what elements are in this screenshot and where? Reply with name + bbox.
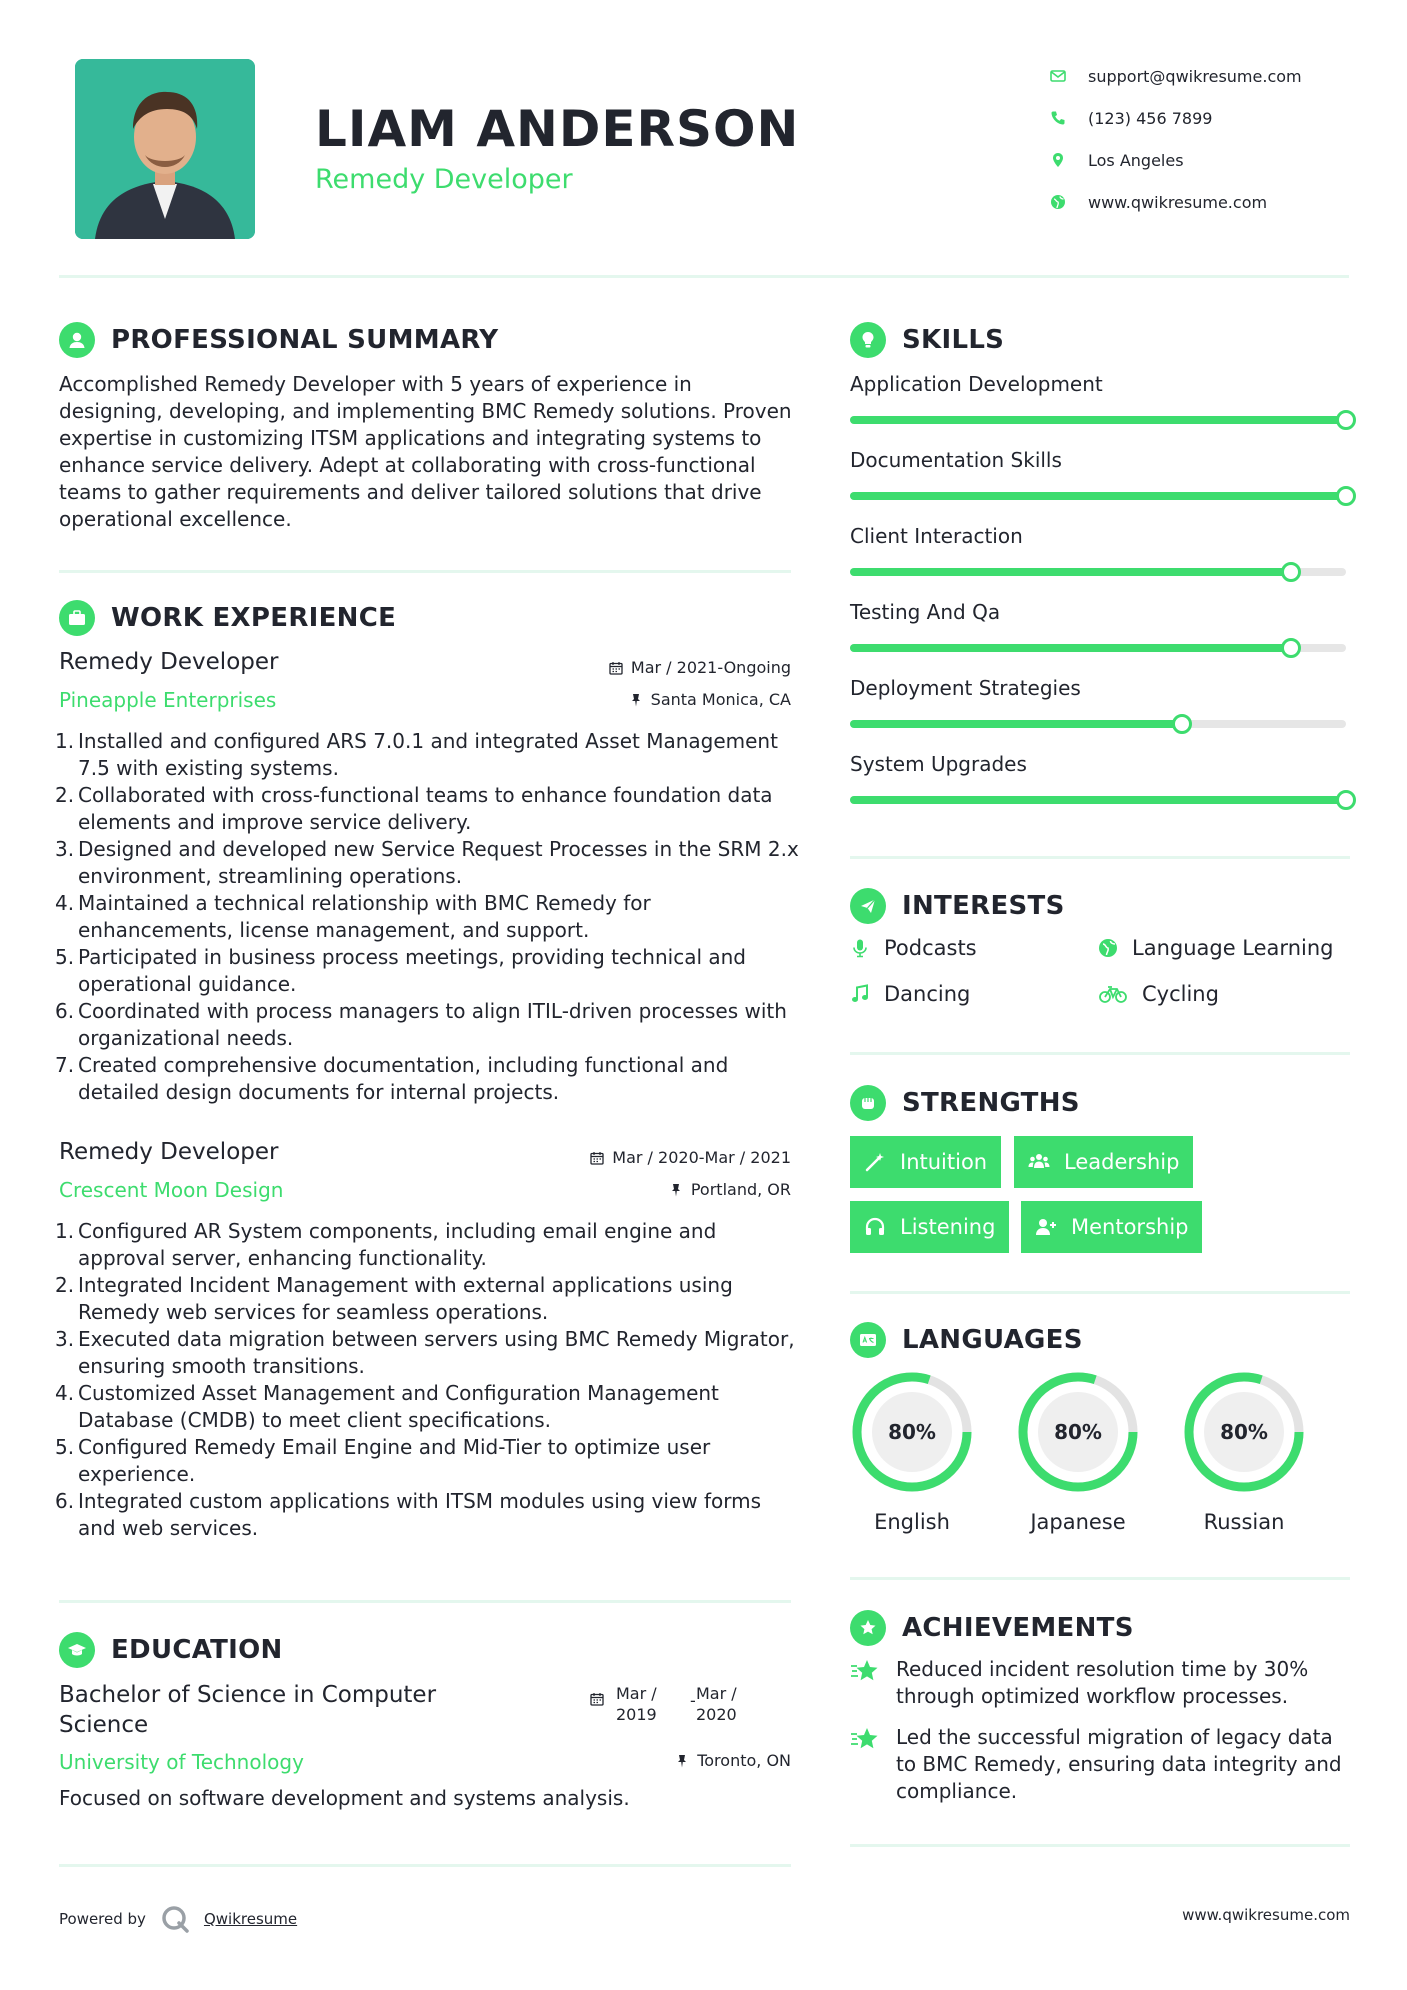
experience-title: WORK EXPERIENCE — [111, 603, 397, 633]
job-location-text: Santa Monica, CA — [650, 690, 791, 709]
list-item: 5. Participated in business process meetings, providing technical and operational guidance. — [55, 945, 746, 996]
summary-title: PROFESSIONAL SUMMARY — [111, 325, 499, 355]
skill-bar-knob — [1172, 714, 1192, 734]
job-company: Pineapple Enterprises — [59, 688, 277, 712]
calendar-icon — [609, 661, 623, 675]
skill-bar-knob — [1336, 790, 1356, 810]
language-item — [850, 1370, 974, 1534]
lightbulb-icon — [850, 322, 886, 358]
user-plus-icon — [1035, 1216, 1057, 1238]
location-text: Los Angeles — [1088, 150, 1184, 170]
email-text: support@qwikresume.com — [1088, 66, 1302, 86]
language-item — [1182, 1370, 1306, 1534]
education-date — [590, 1683, 800, 1729]
list-item: 3. Designed and developed new Service Request Processes in the SRM 2.x environment, streamlining operations. — [55, 837, 799, 888]
skill-item — [850, 752, 1350, 812]
skill-name: System Upgrades — [850, 752, 1027, 776]
user-icon — [59, 322, 95, 358]
strength-label: Leadership — [1064, 1150, 1180, 1174]
candidate-role: Remedy Developer — [315, 164, 573, 195]
education-divider — [59, 1864, 791, 1867]
interests-heading — [850, 888, 1065, 924]
degree-title: Bachelor of Science in Computer Science — [59, 1682, 437, 1738]
strengths-heading — [850, 1085, 1080, 1121]
skill-name: Client Interaction — [850, 524, 1023, 548]
language-ring — [850, 1370, 974, 1494]
list-item: 2. Integrated Incident Management with external applications using Remedy web services for seamless operations. — [55, 1273, 733, 1324]
contact-website[interactable] — [1050, 181, 1370, 223]
skill-bar-fill — [850, 416, 1346, 424]
strength-chip — [1021, 1201, 1202, 1253]
achievements-heading — [850, 1610, 1134, 1646]
interest-item — [1098, 982, 1219, 1006]
skill-bar-knob — [1336, 410, 1356, 430]
skill-bar-fill — [850, 796, 1346, 804]
job-date-text: Mar / 2021-Ongoing — [630, 658, 791, 677]
map-pin-icon — [1050, 152, 1088, 168]
summary-divider — [59, 570, 791, 573]
skill-name: Application Development — [850, 372, 1103, 396]
languages-title: LANGUAGES — [902, 1325, 1083, 1355]
job-date — [500, 658, 791, 677]
skill-item — [850, 448, 1350, 508]
language-percent: 80% — [888, 1420, 936, 1444]
summary-text: Accomplished Remedy Developer with 5 years of experience in designing, developing, and implementing BMC Remedy solutions. Proven expertise in customizing ITSM applications and integrating systems to enhance service delivery. Adept at collaborating with cross-functional teams to gather requirements and deliver tailored solutions that drive operational excellence. — [59, 372, 792, 531]
microphone-icon — [850, 938, 870, 958]
list-item: 7. Created comprehensive documentation, including functional and detailed design documents for internal projects. — [55, 1053, 729, 1104]
achievements-title: ACHIEVEMENTS — [902, 1613, 1134, 1643]
skill-bar-knob — [1336, 486, 1356, 506]
achievement-item — [850, 1656, 1350, 1710]
skill-bar — [850, 796, 1346, 804]
interest-label: Dancing — [884, 982, 971, 1006]
language-ring — [1016, 1370, 1140, 1494]
achievement-item — [850, 1724, 1350, 1805]
skills-divider — [850, 856, 1350, 859]
star-icon — [850, 1726, 880, 1754]
skill-item — [850, 600, 1350, 660]
fist-icon — [850, 1085, 886, 1121]
profile-photo — [75, 59, 255, 239]
avatar — [75, 59, 255, 239]
skill-name: Documentation Skills — [850, 448, 1062, 472]
list-item: 6. Coordinated with process managers to align ITIL-driven processes with organizational needs. — [55, 999, 787, 1050]
summary-heading — [59, 322, 498, 358]
skill-bar — [850, 568, 1346, 576]
calendar-icon — [590, 1151, 604, 1165]
strength-chip — [850, 1136, 1001, 1188]
headphones-icon — [864, 1216, 886, 1238]
list-item: 4. Customized Asset Management and Configuration Management Database (CMDB) to meet client specifications. — [55, 1381, 719, 1432]
job-1-responsibilities — [55, 728, 800, 1106]
education-title: EDUCATION — [111, 1635, 283, 1665]
header-divider — [59, 275, 1349, 278]
pin-icon — [669, 1183, 683, 1197]
briefcase-icon — [59, 600, 95, 636]
skill-name: Testing And Qa — [850, 600, 1001, 624]
brand-link[interactable]: Qwikresume — [203, 1910, 298, 1928]
language-name: Japanese — [1030, 1510, 1126, 1534]
job-date-text: Mar / 2020-Mar / 2021 — [612, 1148, 791, 1167]
school-name: University of Technology — [59, 1750, 304, 1774]
contact-email[interactable] — [1050, 55, 1370, 97]
footer-powered-by — [59, 1904, 297, 1934]
skill-bar — [850, 492, 1346, 500]
job-date — [500, 1148, 791, 1167]
interest-label: Podcasts — [884, 936, 977, 960]
job-title: Remedy Developer — [59, 1139, 279, 1165]
job-title: Remedy Developer — [59, 649, 279, 675]
globe-icon — [1098, 938, 1118, 958]
skill-bar-knob — [1281, 562, 1301, 582]
achievement-text: Reduced incident resolution time by 30% through optimized workflow processes. — [896, 1657, 1309, 1708]
strengths-title: STRENGTHS — [902, 1088, 1080, 1118]
powered-by-text: Powered by — [59, 1910, 146, 1928]
skill-bar-fill — [850, 492, 1346, 500]
website-text: www.qwikresume.com — [1088, 192, 1268, 212]
education-location — [500, 1751, 791, 1770]
skill-item — [850, 676, 1350, 736]
achievements-divider — [850, 1844, 1350, 1847]
language-name: English — [874, 1510, 950, 1534]
pin-icon — [675, 1754, 689, 1768]
experience-divider — [59, 1600, 791, 1603]
star-icon — [850, 1658, 880, 1686]
achievement-text: Led the successful migration of legacy data to BMC Remedy, ensuring data integrity and compliance. — [896, 1725, 1342, 1803]
users-icon — [1028, 1151, 1050, 1173]
interest-label: Language Learning — [1132, 936, 1334, 960]
education-location-text: Toronto, ON — [697, 1751, 791, 1770]
envelope-icon — [1050, 68, 1088, 84]
job-company: Crescent Moon Design — [59, 1178, 284, 1202]
strength-chip — [1014, 1136, 1193, 1188]
language-name: Russian — [1203, 1510, 1285, 1534]
footer-website[interactable]: www.qwikresume.com — [1182, 1906, 1350, 1924]
job-2-responsibilities — [55, 1218, 800, 1542]
language-percent: 80% — [1054, 1420, 1102, 1444]
strengths-divider — [850, 1291, 1350, 1294]
languages-heading — [850, 1322, 1083, 1358]
list-item: 4. Maintained a technical relationship with BMC Remedy for enhancements, license management, and support. — [55, 891, 651, 942]
skill-bar-fill — [850, 720, 1182, 728]
strength-chip — [850, 1201, 1009, 1253]
interest-item — [1098, 936, 1333, 960]
skills-title: SKILLS — [902, 325, 1005, 355]
star-badge-icon — [850, 1610, 886, 1646]
list-item: 2. Collaborated with cross-functional teams to enhance foundation data elements and improve service delivery. — [55, 783, 773, 834]
phone-text: (123) 456 7899 — [1088, 108, 1213, 128]
list-item: 5. Configured Remedy Email Engine and Mid-Tier to optimize user experience. — [55, 1435, 711, 1486]
interests-divider — [850, 1052, 1350, 1055]
candidate-name: LIAM ANDERSON — [315, 100, 800, 158]
languages-divider — [850, 1577, 1350, 1580]
skill-bar — [850, 416, 1346, 424]
list-item: 3. Executed data migration between servers using BMC Remedy Migrator, ensuring smooth transitions. — [55, 1327, 795, 1378]
paper-plane-icon — [850, 888, 886, 924]
interest-label: Cycling — [1142, 982, 1219, 1006]
phone-icon — [1050, 110, 1088, 126]
skill-bar-fill — [850, 644, 1291, 652]
strength-label: Listening — [900, 1215, 996, 1239]
list-item: 6. Integrated custom applications with ITSM modules using view forms and web services. — [55, 1489, 761, 1540]
music-icon — [850, 984, 870, 1004]
contact-phone[interactable] — [1050, 97, 1370, 139]
calendar-icon — [590, 1692, 604, 1706]
job-location — [500, 690, 791, 709]
list-item: 1. Installed and configured ARS 7.0.1 and integrated Asset Management 7.5 with existing systems. — [55, 729, 778, 780]
skill-bar-fill — [850, 568, 1291, 576]
language-icon — [850, 1322, 886, 1358]
pin-icon — [629, 693, 643, 707]
education-date-start: Mar / 2019 — [616, 1684, 657, 1724]
education-heading — [59, 1632, 283, 1668]
language-percent: 80% — [1220, 1420, 1268, 1444]
education-date-separator: - — [690, 1691, 696, 1710]
job-location — [500, 1180, 791, 1199]
interest-item — [850, 936, 977, 960]
list-item: 1. Configured AR System components, including email engine and approval server, enhancing functionality. — [55, 1219, 717, 1270]
contact-list — [1050, 55, 1370, 223]
skill-bar-knob — [1281, 638, 1301, 658]
globe-icon — [1050, 194, 1088, 210]
language-ring — [1182, 1370, 1306, 1494]
magic-wand-icon — [864, 1151, 886, 1173]
skill-bar — [850, 720, 1346, 728]
contact-location — [1050, 139, 1370, 181]
skill-item — [850, 524, 1350, 584]
job-location-text: Portland, OR — [690, 1180, 791, 1199]
interest-item — [850, 982, 970, 1006]
qwikresume-logo-icon — [160, 1904, 190, 1934]
strength-label: Intuition — [900, 1150, 988, 1174]
bicycle-icon — [1098, 984, 1128, 1004]
strength-label: Mentorship — [1071, 1215, 1189, 1239]
experience-heading — [59, 600, 396, 636]
skill-name: Deployment Strategies — [850, 676, 1081, 700]
skill-bar — [850, 644, 1346, 652]
skill-item — [850, 372, 1350, 432]
education-date-end: Mar / 2020 — [696, 1684, 737, 1724]
interests-title: INTERESTS — [902, 891, 1065, 921]
education-description: Focused on software development and systems analysis. — [59, 1786, 630, 1810]
graduation-icon — [59, 1632, 95, 1668]
skills-heading — [850, 322, 1004, 358]
language-item — [1016, 1370, 1140, 1534]
